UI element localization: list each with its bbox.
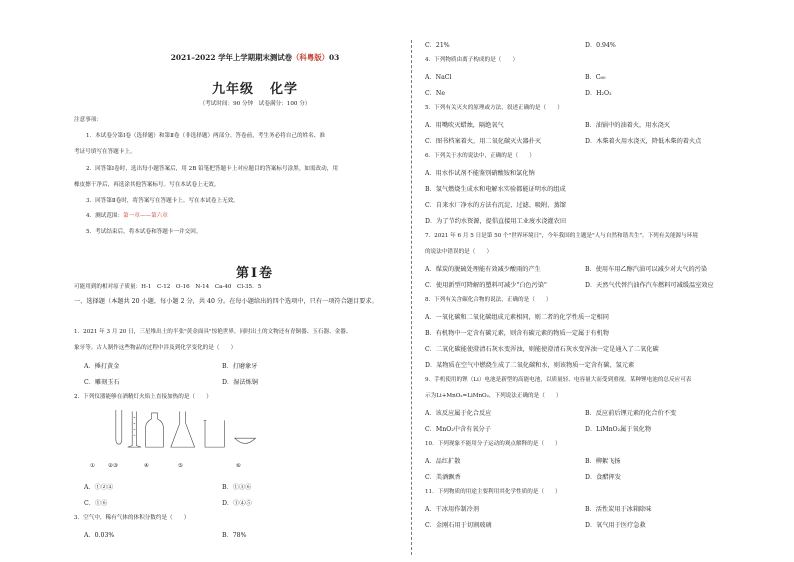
q5-option-b[interactable]: B．油锅中的油着火，用水浇灭: [585, 122, 670, 129]
q1-option-a[interactable]: A．捶打黄金: [84, 363, 120, 370]
q2-label-1: ①: [90, 463, 96, 469]
q2-option-c[interactable]: C．①⑥: [84, 500, 108, 507]
q7-option-c[interactable]: C．使用新型可降解的塑料可减少"白色污染": [425, 282, 547, 289]
q8-option-d[interactable]: D．某物质在空气中燃烧生成了二氧化碳和水，则该物质一定含有碳、氢元素: [425, 362, 635, 369]
q1-option-d[interactable]: D．湿法炼铜: [222, 379, 258, 386]
q7-option-b[interactable]: B．使用车用乙醇汽油可以减少对大气的污染: [585, 266, 708, 273]
q2-label-5: ⑥: [236, 463, 242, 469]
q1-option-b[interactable]: B．打磨象牙: [222, 363, 258, 370]
q8-stem: 8．下列有关含碳化合物的说法，正确的是（ ）: [425, 297, 552, 303]
note-4-label: 4．测试范围：: [86, 213, 124, 219]
q10-option-d[interactable]: D．食醋挥发: [585, 474, 621, 481]
q6-option-d[interactable]: D．为了节约水资源，提倡直接用工业废水浇灌农田: [425, 218, 567, 225]
q2-label-3: ④: [144, 463, 150, 469]
q2-label-2: ②③: [108, 463, 119, 469]
q6-option-c[interactable]: C．自来水厂净水的方法有沉淀、过滤、吸附、蒸馏: [425, 202, 566, 209]
q8-option-b[interactable]: B．有机物中一定含有碳元素，则含有碳元素的物质一定属于有机物: [425, 330, 609, 337]
part1-title: 第Ⅰ卷: [235, 266, 275, 281]
grade-label: 九年级: [211, 82, 254, 97]
q9-option-d[interactable]: D．LiMnO₂属于氧化物: [585, 426, 652, 433]
q6-option-a[interactable]: A．用水作试剂不能鉴别硝酸铵和氯化钠: [425, 170, 535, 177]
conical-flask-icon: [171, 411, 195, 447]
note-2b: 橡皮擦干净后，再选涂其他答案标号。写在本试卷上无效。: [74, 182, 220, 188]
q7-stem-line1: 7．2021 年 6 月 5 日是第 50 个"世界环境日"，今年我国的主题是"人与自然和谐共生"。下列有关能源与环境: [425, 233, 698, 239]
q3-stem: 3．空气中，稀有气体的体积分数约是（ ）: [74, 515, 190, 521]
q7-stem-line2: 的说法中错误的是（ ）: [425, 249, 493, 255]
q10-stem: 10．下列现象不能用分子运动的观点解释的是（ ）: [425, 441, 561, 447]
q2-option-a[interactable]: A．①②④: [84, 484, 114, 491]
q2-option-b[interactable]: B．①③⑥: [222, 484, 252, 491]
q1-option-c[interactable]: C．雕刻玉石: [84, 379, 120, 386]
q3-option-a[interactable]: A．0.03%: [84, 532, 115, 539]
q5-option-a[interactable]: A．用嘴吹灭蜡烛，隔绝氧气: [425, 122, 504, 129]
notes-heading: 注意事项：: [74, 117, 102, 123]
atomic-masses: 可能用到的相对原子质量：H-1 C-12 O-16 N-14 Ca-40 Cl-35．5: [74, 284, 262, 290]
q10-option-a[interactable]: A．品红扩散: [425, 458, 461, 465]
q9-stem-line2: 示为Li+MnO₂=LiMnO₂，下列说法正确的是（ ）: [425, 393, 562, 399]
q9-option-a[interactable]: A．该反应属于化合反应: [425, 410, 492, 417]
q2-stem: 2．下列仪器能够在酒精灯火焰上直接加热的是（ ）: [74, 394, 212, 400]
q1-stem-line2: 象牙等。古人制作这些物品的过程中涉及到化学变化的是（ ）: [74, 345, 237, 351]
exam-title: [120, 52, 390, 63]
q6-option-b[interactable]: B．氢气燃烧生成水和电解水实验都能证明水的组成: [425, 186, 566, 193]
q4-option-c[interactable]: C．Ne: [425, 90, 445, 97]
q4-option-b[interactable]: B．C₆₀: [585, 74, 606, 81]
note-3: 3．回答第Ⅱ卷时，将答案写在答题卡上。写在本试卷上无效。: [86, 198, 239, 204]
q11-option-c[interactable]: C．金刚石用于切割玻璃: [425, 522, 492, 529]
note-5: 5．考试结束后，将本试卷和答题卡一并交回。: [86, 229, 202, 235]
reagent-bottle-icon: [146, 413, 164, 447]
title-edition: （科粤版）: [292, 53, 329, 62]
note-4: [86, 212, 168, 220]
q5-option-c[interactable]: C．图书档案着火，用二氧化碳灭火器扑灭: [425, 138, 542, 145]
q11-option-b[interactable]: B．活性炭用于冰箱除味: [585, 506, 652, 513]
q11-option-a[interactable]: A．干冰用作制冷剂: [425, 506, 479, 513]
note-1a: 1．本试卷分第Ⅰ卷（选择题）和第Ⅱ卷（非选择题）两部分。答卷前，考生务必将自己的姓名、准: [86, 133, 325, 139]
test-tube-icon: [116, 410, 122, 444]
q5-option-d[interactable]: D．木柴着火用水浇灭，降低木柴的着火点: [585, 138, 702, 145]
grade-subject: [120, 78, 390, 97]
q2-option-d[interactable]: D．①④⑤: [222, 500, 252, 507]
q10-option-b[interactable]: B．柳絮飞扬: [585, 458, 621, 465]
q4-option-a[interactable]: A．NaCl: [425, 74, 452, 81]
q2-label-4: ⑤: [178, 463, 184, 469]
q1-stem-line1: 1．2021 年 3 月 20 日，三星堆出土的半张"黄金面具"惊艳世界，同时出土的文物还有青铜器、玉石器、金器、: [74, 329, 352, 335]
note-1b: 考证号填写在答题卡上。: [74, 149, 136, 155]
note-2a: 2．回答第Ⅰ卷时，选出每小题答案后，用 2B 铅笔把答题卡上对应题目的答案标号涂黑。如需改动，用: [86, 166, 338, 172]
q4-option-d[interactable]: D．H₂O₂: [585, 90, 612, 97]
test-scope: 第一章——第六章: [123, 213, 168, 219]
q3-option-b[interactable]: B．78%: [222, 532, 247, 539]
q11-stem: 11．下列物质的用途主要利用其化学性质的是（ ）: [425, 489, 561, 495]
q9-stem-line1: 9．手机使用的锂（Li）电池是新型的高能电池，以质量轻、电容量大而受到重视。某种锂电池的总反应可表: [425, 377, 692, 383]
q6-stem: 6．下列关于水的说法中，正确的是（ ）: [425, 153, 535, 159]
exam-info: （考试时间：90 分钟 试卷满分：100 分）: [199, 101, 311, 107]
beaker-icon: [204, 420, 225, 447]
column-divider: [411, 40, 412, 555]
q9-option-c[interactable]: C．MnO₂中含有氧分子: [425, 426, 491, 433]
q5-stem: 5．下列有关灭火的原理或方法，叙述正确的是（ ）: [425, 105, 563, 111]
subject-label: 化学: [270, 82, 299, 97]
graduated-cylinder-icon: [128, 411, 141, 447]
q7-option-d[interactable]: D．天然气代替汽油作汽车燃料可减缓温室效应: [585, 282, 714, 289]
q10-option-c[interactable]: C．美酒飘香: [425, 474, 461, 481]
section-instruction: 一、选择题（本题共 20 小题，每小题 2 分，共 40 分。在每小题给出的四个选项中，只有一项符合题目要求。: [74, 298, 378, 305]
evaporating-dish-icon: [235, 438, 256, 443]
q8-option-c[interactable]: C．二氧化碳能使澄清石灰水变浑浊，则能使澄清石灰水变浑浊一定是通入了二氧化碳: [425, 346, 659, 353]
q11-option-d[interactable]: D．氧气用于医疗急救: [585, 522, 646, 529]
q8-option-a[interactable]: A．一氧化碳和二氧化碳组成元素相同，则二者的化学性质一定相同: [425, 314, 609, 321]
q4-stem: 4．下列物质由离子构成的是（ ）: [425, 57, 519, 63]
q7-option-a[interactable]: A．煤炭的脱硫处理能有效减少酸雨的产生: [425, 266, 541, 273]
q3-option-d[interactable]: D．0.94%: [585, 42, 616, 49]
title-prefix: 2021–2022 学年上学期期末测试卷: [170, 53, 293, 62]
q9-option-b[interactable]: B．反应前后锂元素的化合价不变: [585, 410, 677, 417]
title-number: 03: [329, 53, 340, 62]
lab-apparatus-illustration: [74, 407, 284, 459]
q3-option-c[interactable]: C．21%: [425, 42, 450, 49]
